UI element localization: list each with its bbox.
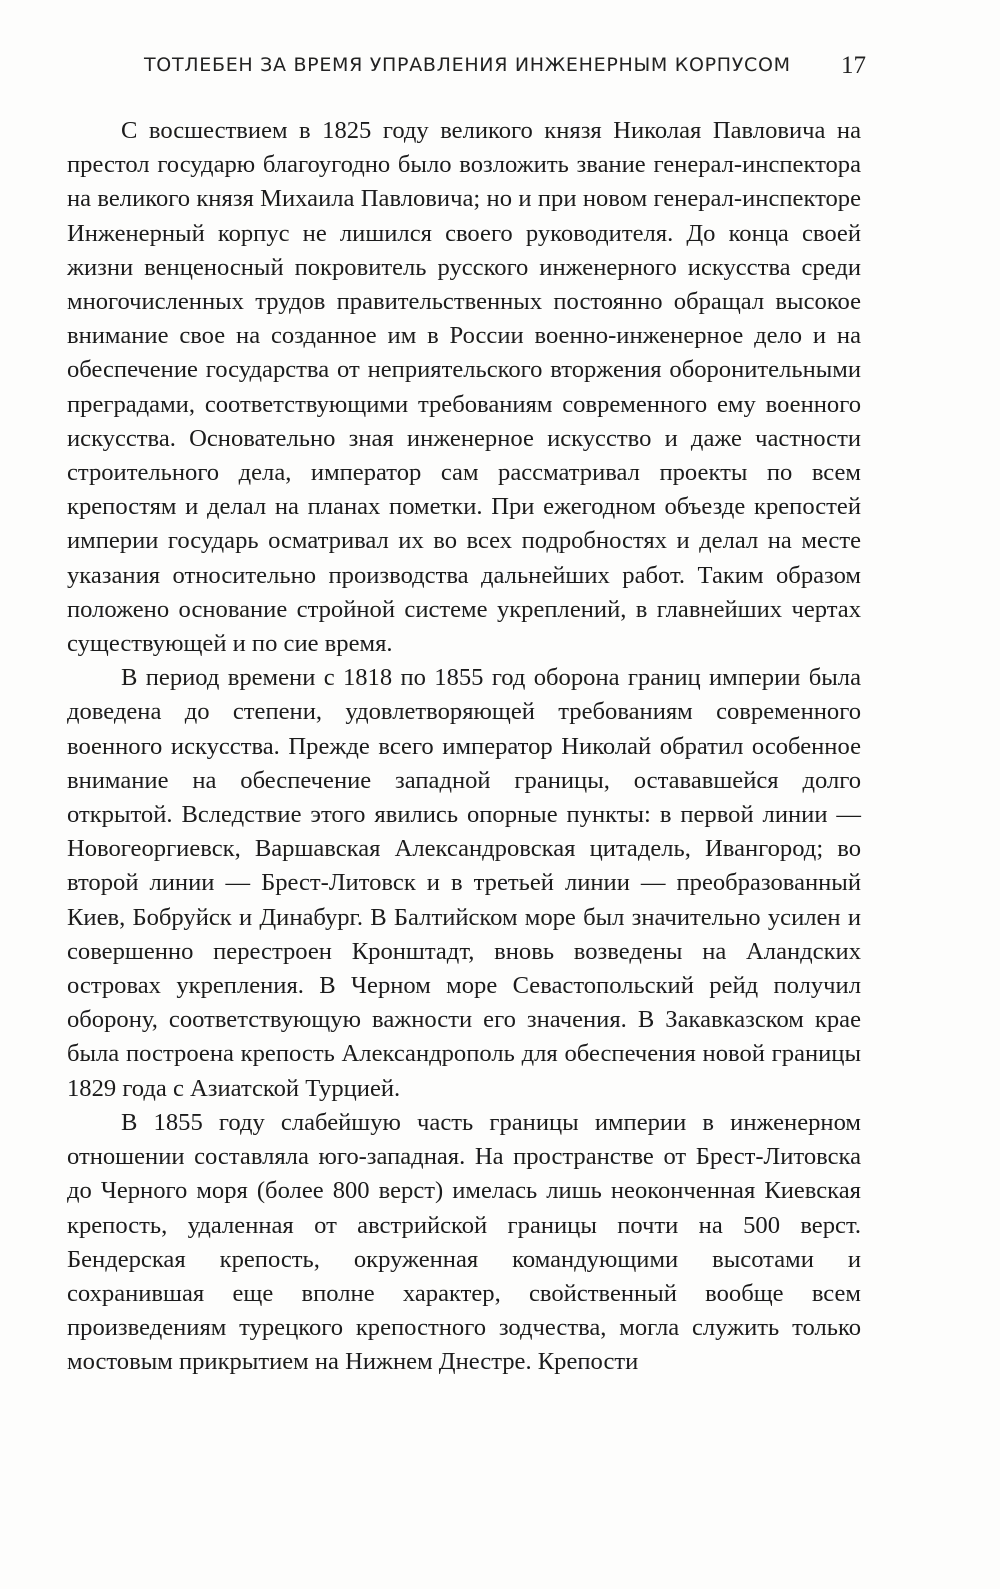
- running-header-title: ТОТЛЕБЕН ЗА ВРЕМЯ УПРАВЛЕНИЯ ИНЖЕНЕРНЫМ КОРПУСОМ: [144, 54, 791, 76]
- paragraph: В период времени с 1818 по 1855 год оборона границ империи была доведена до степени, удовлетворяющей требованиям современного военного искусства. Прежде всего император Николай обратил особенное внимание на обеспечение западной границы, остававшейся долго открытой. Вследствие этого явились опорные пункты: в первой линии — Новогеоргиевск, Варшавская Александровская цитадель, Ивангород; во второй линии — Брест-Литовск и в третьей линии — преобразованный Киев, Бобруйск и Динабург. В Балтийском море был значительно усилен и совершенно перестроен Кронштадт, вновь возведены на Аландских островах укрепления. В Черном море Севастопольский рейд получил оборону, соответствующую важности его значения. В Закавказском крае была построена крепость Александрополь для обеспечения новой границы 1829 года с Азиатской Турцией.: [67, 664, 861, 1102]
- body-text: [67, 114, 861, 1380]
- paragraph: С восшествием в 1825 году великого князя Николая Павловича на престол государю благоугодно было возложить звание генерал-инспектора на великого князя Михаила Павловича; но и при новом генерал-инспекторе Инженерный корпус не лишился своего руководителя. До конца своей жизни венценосный покровитель русского инженерного искусства среди многочисленных трудов правительственных постоянно обращал высокое внимание свое на созданное им в России военно-инженерное дело и на обеспечение государства от неприятельского вторжения оборонительными преградами, соответствующими требованиям современного ему военного искусства. Основательно зная инженерное искусство и даже частности строительного дела, император сам рассматривал проекты по всем крепостям и делал на планах пометки. При ежегодном объезде крепостей империи государь осматривал их во всех подробностях и делал на месте указания относительно производства дальнейших работ. Таким образом положено основание стройной системе укреплений, в главнейших чертах существующей и по сие время.: [67, 117, 861, 658]
- running-header: [130, 54, 866, 86]
- paragraph: В 1855 году слабейшую часть границы империи в инженерном отношении составляла юго-западная. На пространстве от Брест-Литовска до Черного моря (более 800 верст) имелась лишь неоконченная Киевская крепость, удаленная от австрийской границы почти на 500 верст. Бендерская крепость, окруженная командующими высотами и сохранившая еще вполне характер, свойственный вообще всем произведениям турецкого крепостного зодчества, могла служить только мостовым прикрытием на Нижнем Днестре. Крепости: [67, 1108, 861, 1376]
- page-number: 17: [841, 52, 866, 79]
